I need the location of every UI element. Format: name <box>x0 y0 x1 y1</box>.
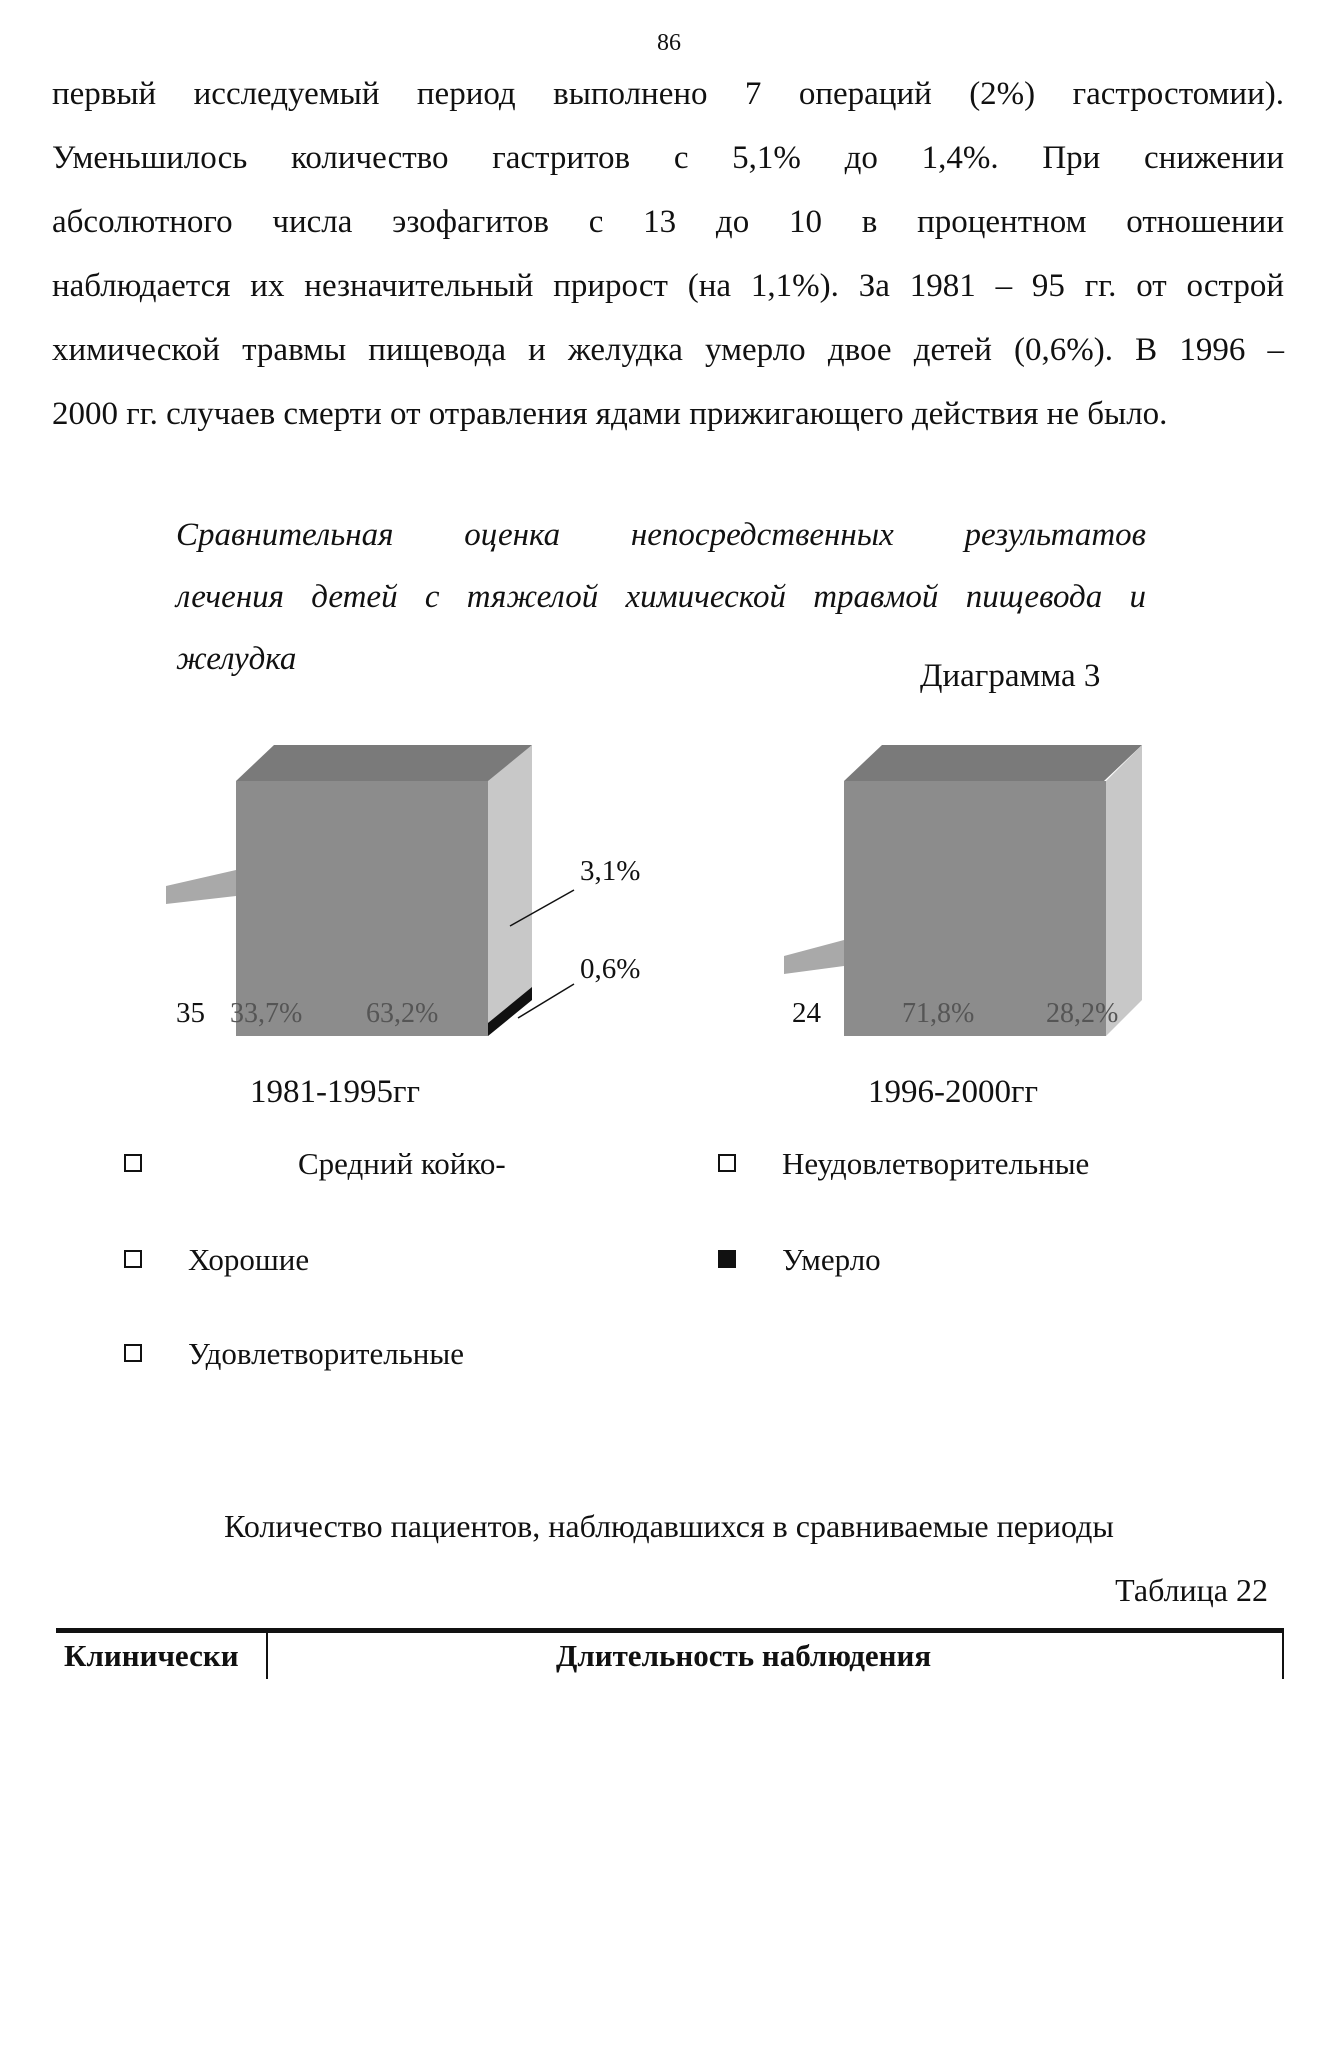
body-line: абсолютного числа эзофагитов с 13 до 10 в процентном отношении <box>52 204 1284 240</box>
data-label-bed-days: 35 <box>176 997 205 1029</box>
legend-item <box>718 1242 881 1278</box>
bed-days-shelf <box>166 870 236 904</box>
legend-label: Удовлетворительные <box>188 1336 464 1371</box>
bar-segment-unsatisfactory <box>488 745 532 1036</box>
body-text <box>52 62 1284 446</box>
legend-label: Хорошие <box>188 1242 310 1277</box>
legend-item <box>718 1146 1089 1182</box>
table-column-divider <box>1282 1633 1284 1679</box>
bar-top-face <box>236 745 532 781</box>
table-column-divider <box>266 1633 268 1679</box>
body-line: химической травмы пищевода и желудка умерло двое детей (0,6%). В 1996 – <box>52 332 1284 368</box>
body-line: 2000 гг. случаев смерти от отравления ядами прижигающего действия не было. <box>52 396 1168 432</box>
bar-top-face <box>844 745 1142 781</box>
legend-item <box>124 1242 309 1278</box>
body-line: наблюдается их незначительный прирост (на 1,1%). За 1981 – 95 гг. от острой <box>52 268 1284 304</box>
legend-label: Неудовлетворительные <box>782 1146 1090 1181</box>
data-label-unsatisfactory: 3,1% <box>580 855 641 887</box>
bed-days-shelf <box>784 940 844 974</box>
data-label-good: 33,7% <box>230 998 303 1029</box>
legend-label: Средний койко- <box>298 1146 506 1181</box>
legend-marker-hollow <box>124 1250 142 1268</box>
legend-item <box>124 1336 464 1372</box>
data-label-died: 0,6% <box>580 953 641 985</box>
data-label-bed-days: 24 <box>792 997 821 1029</box>
data-label-good: 71,8% <box>902 998 975 1029</box>
body-line: Уменьшилось количество гастритов с 5,1% до 1,4%. При снижении <box>52 140 1284 176</box>
table-header-cell: Клинически <box>64 1638 239 1673</box>
diagram-label: Диаграмма 3 <box>920 658 1101 694</box>
legend-marker-filled <box>718 1250 736 1268</box>
table-header-cell: Длительность наблюдения <box>556 1638 932 1673</box>
bar-side-face <box>1106 745 1142 1036</box>
legend-item <box>124 1146 506 1182</box>
table-caption: Количество пациентов, наблюдавшихся в сравниваемые периоды <box>224 1508 1114 1544</box>
legend-label: Умерло <box>782 1242 881 1277</box>
legend-marker-hollow <box>124 1344 142 1362</box>
table-number: Таблица 22 <box>1115 1572 1268 1608</box>
data-label-satisfactory: 63,2% <box>366 998 439 1029</box>
caption-line: желудка <box>176 641 297 677</box>
legend-marker-hollow <box>718 1154 736 1172</box>
table-header <box>56 1628 1284 1681</box>
page-number: 86 <box>657 30 681 56</box>
chart <box>140 730 1180 1060</box>
data-label-satisfactory: 28,2% <box>1046 998 1119 1029</box>
legend-marker-hollow <box>124 1154 142 1172</box>
caption-line: Сравнительная оценка непосредственных результатов <box>176 517 1146 553</box>
period-label-1996-2000: 1996-2000гг <box>868 1074 1039 1110</box>
caption-line: лечения детей с тяжелой химической травмой пищевода и <box>176 579 1146 615</box>
body-line: первый исследуемый период выполнено 7 операций (2%) гастростомии). <box>52 76 1284 112</box>
period-label-1981-1995: 1981-1995гг <box>250 1074 421 1110</box>
